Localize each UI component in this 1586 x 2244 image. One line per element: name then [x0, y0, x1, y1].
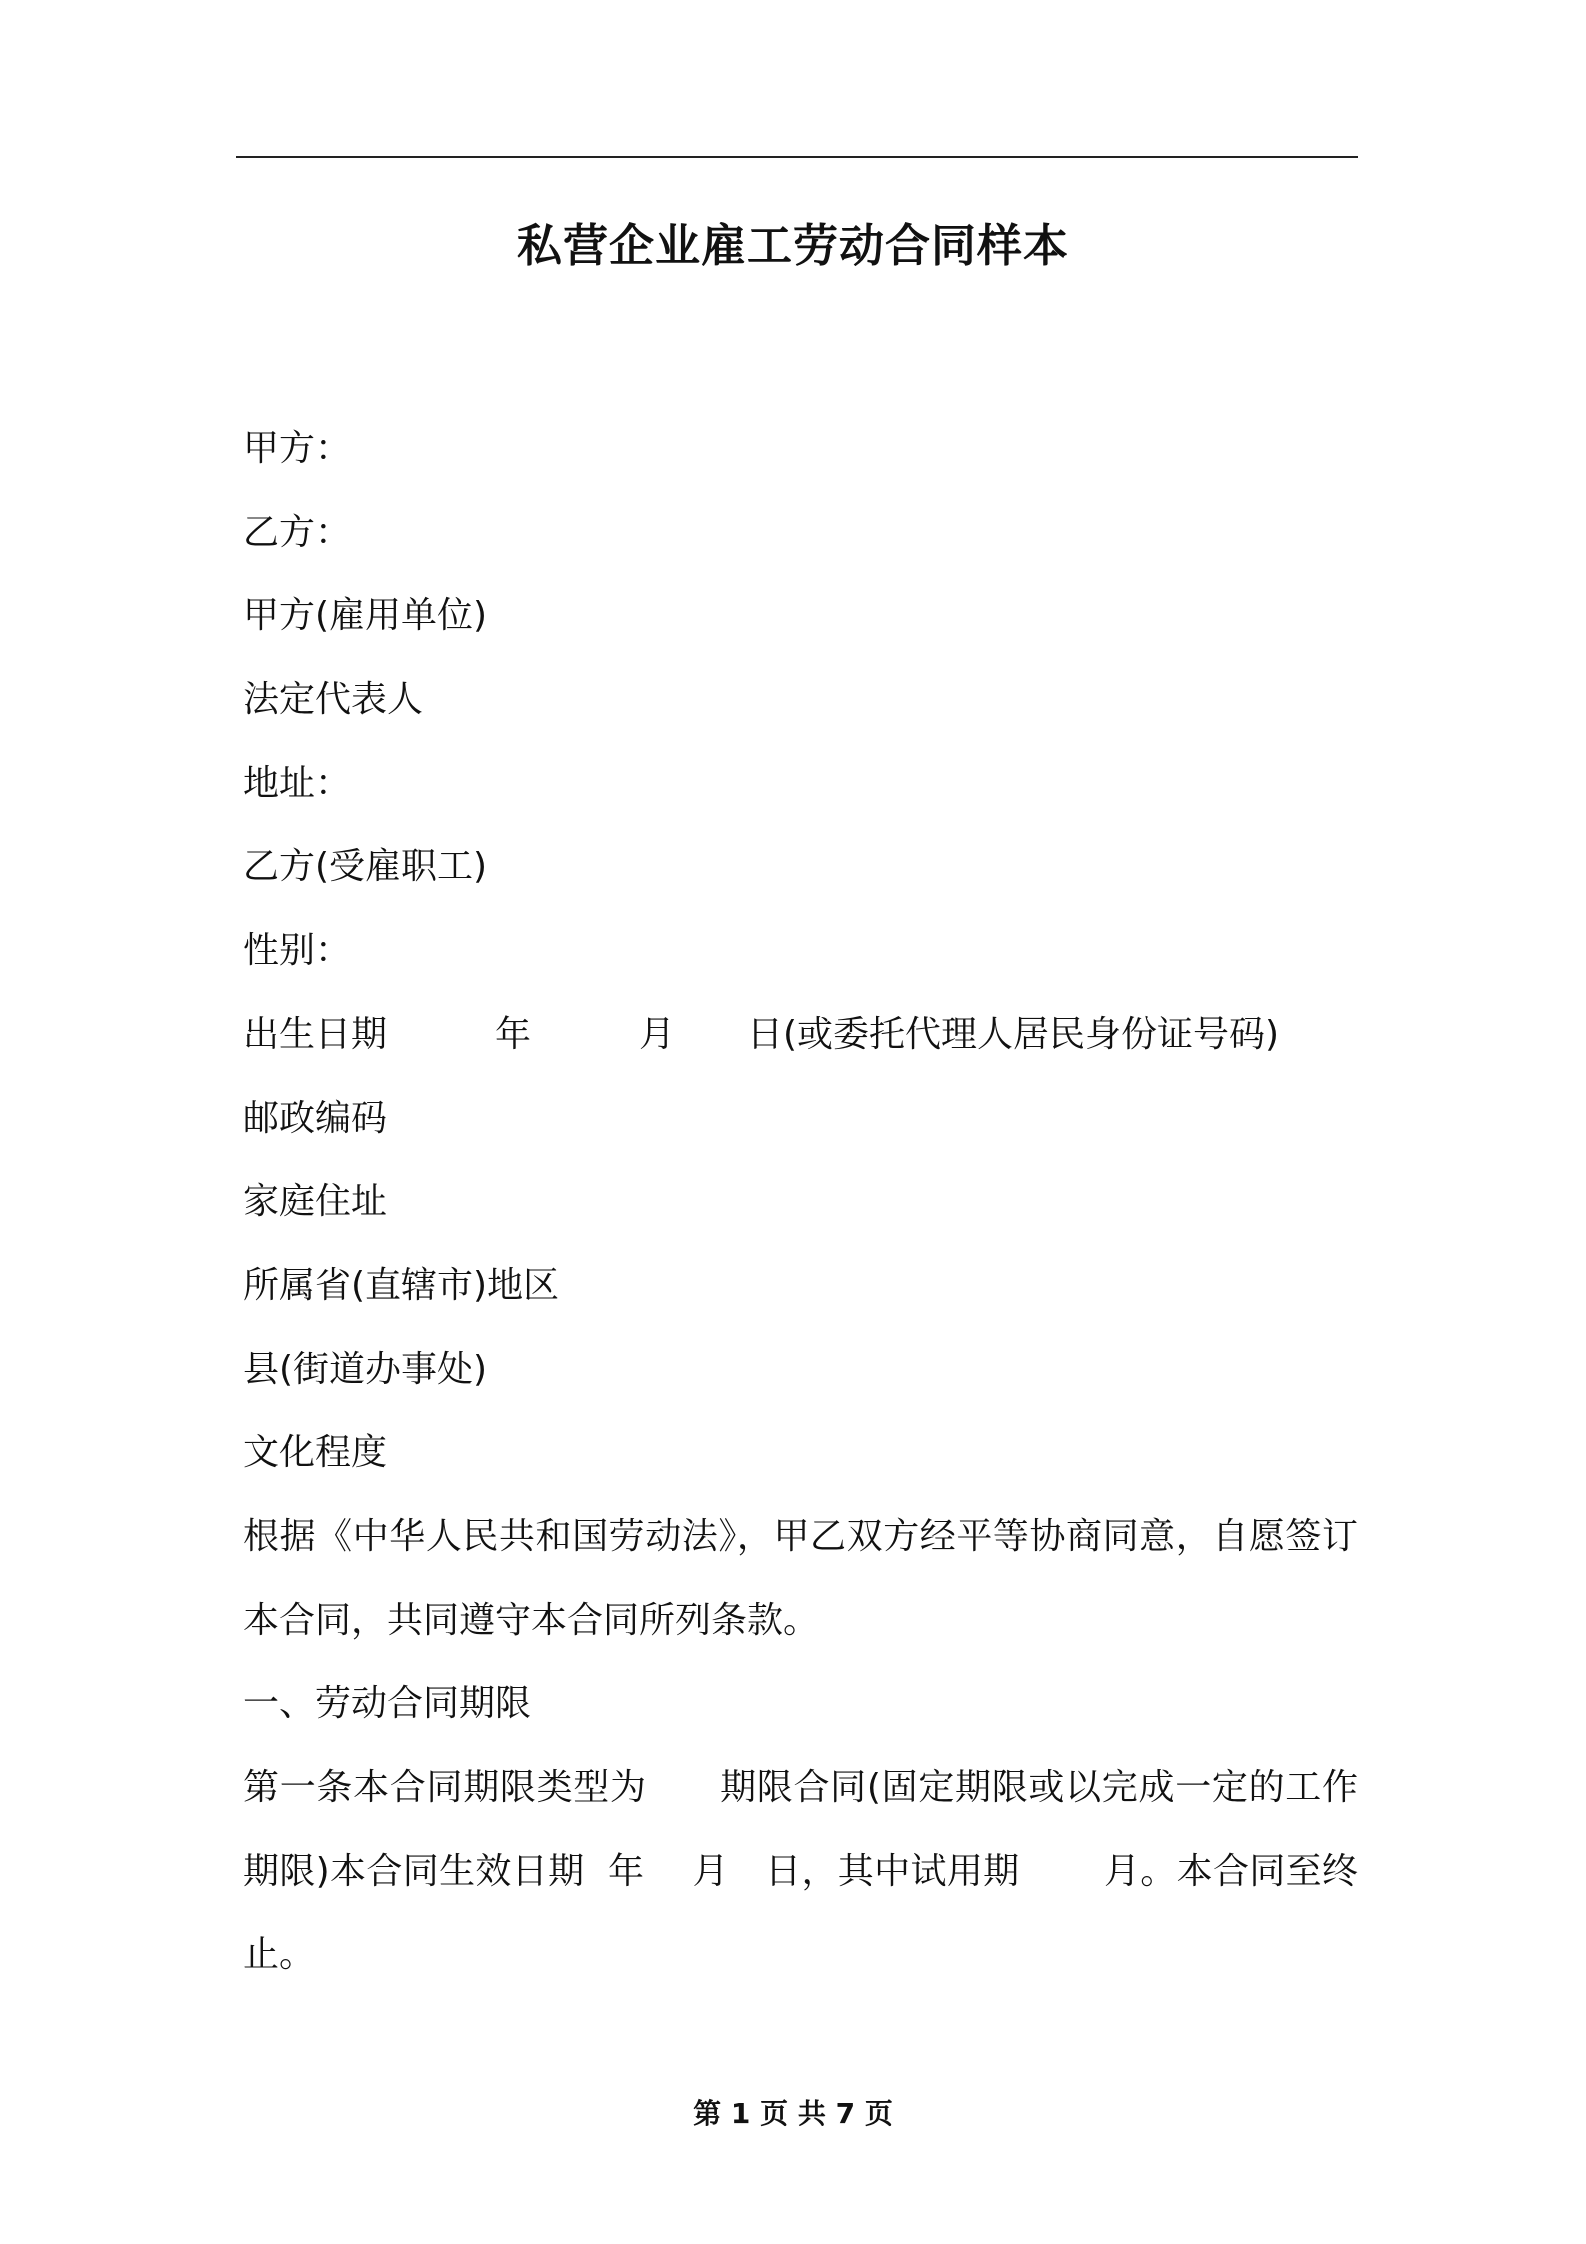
field-postal-code: 邮政编码	[243, 1097, 388, 1139]
field-employer: 甲方(雇用单位)	[243, 595, 488, 637]
field-party-b: 乙方：	[243, 511, 352, 553]
document-title: 私营企业雇工劳动合同样本	[516, 219, 1069, 272]
field-county: 县(街道办事处)	[243, 1348, 488, 1390]
field-home-address: 家庭住址	[243, 1181, 388, 1223]
field-legal-representative: 法定代表人	[243, 679, 424, 721]
field-address: 地址：	[243, 762, 352, 804]
intro-paragraph: 根据《中华人民共和国劳动法》，甲乙双方经平等协商同意，自愿签订本合同，共同遵守本合同所列条款。	[243, 1515, 1358, 1641]
field-province-region: 所属省(直辖市)地区	[243, 1264, 560, 1306]
field-employee: 乙方(受雇职工)	[243, 846, 488, 888]
page-number: 第 1 页 共 7 页	[693, 2097, 893, 2130]
field-education: 文化程度	[243, 1432, 388, 1474]
field-birth-date: 出生日期 年 月 日(或委托代理人居民身份证号码)	[243, 1013, 1280, 1055]
header-rule	[236, 156, 1358, 158]
article-1-paragraph: 第一条本合同期限类型为 期限合同(固定期限或以完成一定的工作期限)本合同生效日期 年 月 日，其中试用期 月。本合同至终止。	[243, 1767, 1358, 1976]
document-body	[243, 407, 1358, 1997]
field-party-a: 甲方：	[243, 428, 352, 469]
section-heading: 一、劳动合同期限	[243, 1683, 532, 1725]
field-gender: 性别：	[243, 930, 352, 972]
